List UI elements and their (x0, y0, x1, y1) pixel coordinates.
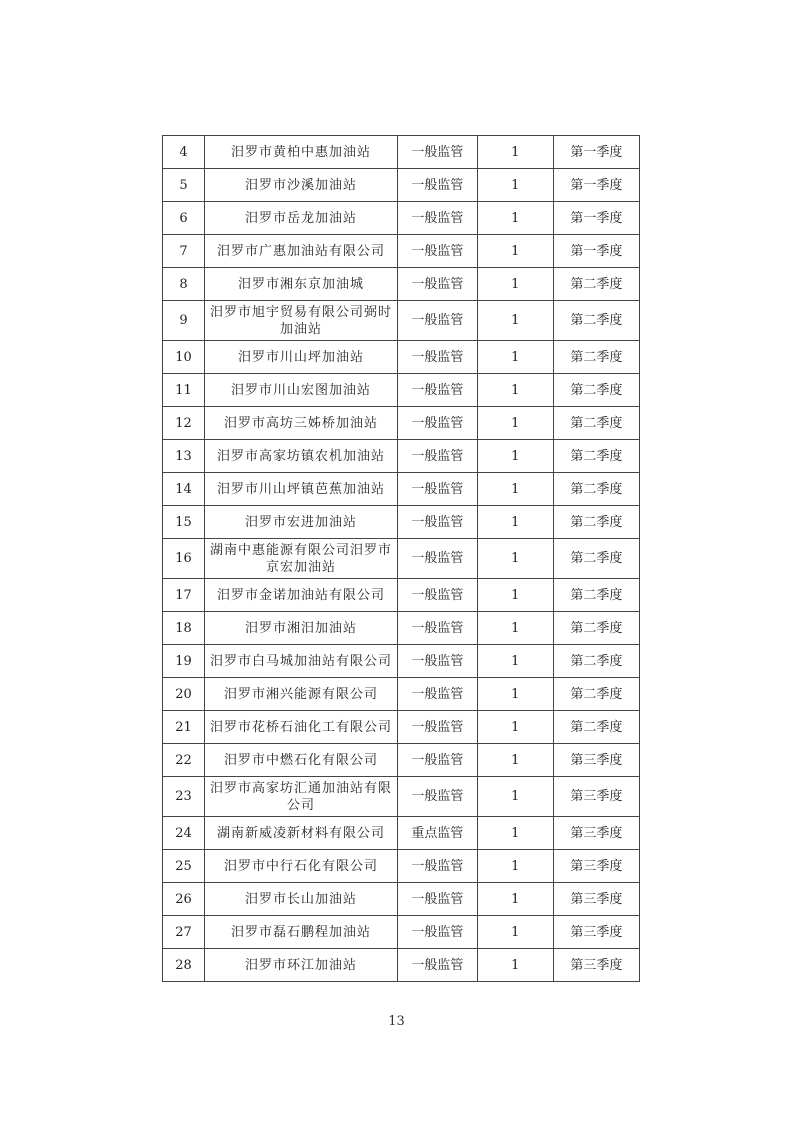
inspection-count-cell: 1 (477, 341, 553, 374)
inspection-count-cell: 1 (477, 136, 553, 169)
supervision-level-cell: 一般监管 (398, 473, 478, 506)
row-number-cell: 18 (163, 612, 205, 645)
supervision-level-cell: 一般监管 (398, 949, 478, 982)
quarter-cell: 第二季度 (553, 678, 639, 711)
table-row (163, 817, 640, 850)
station-name-cell: 汨罗市岳龙加油站 (204, 202, 397, 235)
quarter-cell: 第一季度 (553, 169, 639, 202)
table-row (163, 473, 640, 506)
supervision-level-cell: 一般监管 (398, 301, 478, 341)
inspection-count-cell: 1 (477, 883, 553, 916)
station-name-cell: 汨罗市湘兴能源有限公司 (204, 678, 397, 711)
supervision-level-cell: 一般监管 (398, 440, 478, 473)
supervision-level-cell: 一般监管 (398, 202, 478, 235)
table-row (163, 407, 640, 440)
quarter-cell: 第二季度 (553, 711, 639, 744)
quarter-cell: 第二季度 (553, 539, 639, 579)
table-row (163, 744, 640, 777)
station-name-cell: 汨罗市长山加油站 (204, 883, 397, 916)
supervision-level-cell: 一般监管 (398, 506, 478, 539)
table-row (163, 645, 640, 678)
station-name-cell: 汨罗市中燃石化有限公司 (204, 744, 397, 777)
quarter-cell: 第一季度 (553, 202, 639, 235)
inspection-count-cell: 1 (477, 744, 553, 777)
table-row (163, 949, 640, 982)
supervision-level-cell: 一般监管 (398, 268, 478, 301)
station-name-cell: 汨罗市花桥石油化工有限公司 (204, 711, 397, 744)
table-row (163, 440, 640, 473)
station-name-cell: 汨罗市湘汨加油站 (204, 612, 397, 645)
inspection-count-cell: 1 (477, 202, 553, 235)
supervision-level-cell: 一般监管 (398, 711, 478, 744)
supervision-level-cell: 重点监管 (398, 817, 478, 850)
row-number-cell: 15 (163, 506, 205, 539)
table-row (163, 301, 640, 341)
row-number-cell: 25 (163, 850, 205, 883)
inspection-count-cell: 1 (477, 301, 553, 341)
supervision-level-cell: 一般监管 (398, 374, 478, 407)
station-name-cell: 汨罗市川山宏图加油站 (204, 374, 397, 407)
inspection-count-cell: 1 (477, 169, 553, 202)
quarter-cell: 第三季度 (553, 850, 639, 883)
station-name-cell: 湖南新威凌新材料有限公司 (204, 817, 397, 850)
row-number-cell: 12 (163, 407, 205, 440)
station-name-cell: 汨罗市中行石化有限公司 (204, 850, 397, 883)
supervision-level-cell: 一般监管 (398, 235, 478, 268)
inspection-count-cell: 1 (477, 268, 553, 301)
supervision-level-cell: 一般监管 (398, 579, 478, 612)
table-row (163, 711, 640, 744)
quarter-cell: 第二季度 (553, 440, 639, 473)
station-name-cell: 汨罗市白马城加油站有限公司 (204, 645, 397, 678)
station-name-cell: 湖南中惠能源有限公司汨罗市京宏加油站 (204, 539, 397, 579)
inspection-count-cell: 1 (477, 645, 553, 678)
supervision-level-cell: 一般监管 (398, 883, 478, 916)
table-row (163, 539, 640, 579)
quarter-cell: 第二季度 (553, 645, 639, 678)
row-number-cell: 5 (163, 169, 205, 202)
station-name-cell: 汨罗市高家坊汇通加油站有限公司 (204, 777, 397, 817)
quarter-cell: 第二季度 (553, 473, 639, 506)
row-number-cell: 4 (163, 136, 205, 169)
inspection-count-cell: 1 (477, 612, 553, 645)
inspection-count-cell: 1 (477, 506, 553, 539)
supervision-level-cell: 一般监管 (398, 678, 478, 711)
station-name-cell: 汨罗市沙溪加油站 (204, 169, 397, 202)
quarter-cell: 第二季度 (553, 341, 639, 374)
row-number-cell: 13 (163, 440, 205, 473)
inspection-count-cell: 1 (477, 817, 553, 850)
inspection-count-cell: 1 (477, 916, 553, 949)
station-name-cell: 汨罗市川山坪加油站 (204, 341, 397, 374)
quarter-cell: 第三季度 (553, 949, 639, 982)
quarter-cell: 第三季度 (553, 883, 639, 916)
row-number-cell: 27 (163, 916, 205, 949)
table-row (163, 850, 640, 883)
inspection-count-cell: 1 (477, 949, 553, 982)
quarter-cell: 第一季度 (553, 136, 639, 169)
quarter-cell: 第二季度 (553, 301, 639, 341)
table-row (163, 678, 640, 711)
supervision-level-cell: 一般监管 (398, 169, 478, 202)
row-number-cell: 21 (163, 711, 205, 744)
row-number-cell: 24 (163, 817, 205, 850)
row-number-cell: 11 (163, 374, 205, 407)
supervision-level-cell: 一般监管 (398, 539, 478, 579)
table-row (163, 883, 640, 916)
station-name-cell: 汨罗市广惠加油站有限公司 (204, 235, 397, 268)
station-name-cell: 汨罗市宏进加油站 (204, 506, 397, 539)
station-name-cell: 汨罗市高坊三姊桥加油站 (204, 407, 397, 440)
table-row (163, 235, 640, 268)
row-number-cell: 9 (163, 301, 205, 341)
inspection-count-cell: 1 (477, 850, 553, 883)
inspection-count-cell: 1 (477, 777, 553, 817)
row-number-cell: 10 (163, 341, 205, 374)
inspection-count-cell: 1 (477, 440, 553, 473)
table-row (163, 777, 640, 817)
inspection-count-cell: 1 (477, 539, 553, 579)
quarter-cell: 第三季度 (553, 916, 639, 949)
quarter-cell: 第二季度 (553, 612, 639, 645)
station-name-cell: 汨罗市黄柏中惠加油站 (204, 136, 397, 169)
supervision-level-cell: 一般监管 (398, 612, 478, 645)
supervision-level-cell: 一般监管 (398, 850, 478, 883)
row-number-cell: 8 (163, 268, 205, 301)
inspection-count-cell: 1 (477, 678, 553, 711)
table-row (163, 169, 640, 202)
row-number-cell: 16 (163, 539, 205, 579)
station-name-cell: 汨罗市川山坪镇芭蕉加油站 (204, 473, 397, 506)
inspection-count-cell: 1 (477, 711, 553, 744)
table-row (163, 612, 640, 645)
inspection-count-cell: 1 (477, 407, 553, 440)
row-number-cell: 14 (163, 473, 205, 506)
station-name-cell: 汨罗市高家坊镇农机加油站 (204, 440, 397, 473)
quarter-cell: 第三季度 (553, 744, 639, 777)
supervision-level-cell: 一般监管 (398, 916, 478, 949)
quarter-cell: 第二季度 (553, 506, 639, 539)
table-row (163, 202, 640, 235)
quarter-cell: 第三季度 (553, 817, 639, 850)
inspection-count-cell: 1 (477, 473, 553, 506)
quarter-cell: 第二季度 (553, 374, 639, 407)
station-name-cell: 汨罗市旭宇贸易有限公司弼时加油站 (204, 301, 397, 341)
quarter-cell: 第二季度 (553, 579, 639, 612)
table-row (163, 268, 640, 301)
inspection-count-cell: 1 (477, 235, 553, 268)
supervision-level-cell: 一般监管 (398, 744, 478, 777)
row-number-cell: 19 (163, 645, 205, 678)
quarter-cell: 第一季度 (553, 235, 639, 268)
supervision-level-cell: 一般监管 (398, 341, 478, 374)
station-name-cell: 汨罗市环江加油站 (204, 949, 397, 982)
row-number-cell: 28 (163, 949, 205, 982)
station-name-cell: 汨罗市磊石鹏程加油站 (204, 916, 397, 949)
table-row (163, 136, 640, 169)
table-body (163, 136, 640, 982)
station-name-cell: 汨罗市湘东京加油城 (204, 268, 397, 301)
row-number-cell: 17 (163, 579, 205, 612)
supervision-level-cell: 一般监管 (398, 136, 478, 169)
quarter-cell: 第二季度 (553, 407, 639, 440)
row-number-cell: 6 (163, 202, 205, 235)
inspection-count-cell: 1 (477, 579, 553, 612)
row-number-cell: 23 (163, 777, 205, 817)
quarter-cell: 第三季度 (553, 777, 639, 817)
supervision-level-cell: 一般监管 (398, 407, 478, 440)
supervision-level-cell: 一般监管 (398, 777, 478, 817)
row-number-cell: 22 (163, 744, 205, 777)
row-number-cell: 20 (163, 678, 205, 711)
supervision-level-cell: 一般监管 (398, 645, 478, 678)
supervision-table (162, 135, 640, 982)
page-number: 13 (388, 1014, 405, 1029)
row-number-cell: 7 (163, 235, 205, 268)
table-row (163, 374, 640, 407)
table-row (163, 916, 640, 949)
table-row (163, 341, 640, 374)
quarter-cell: 第二季度 (553, 268, 639, 301)
station-name-cell: 汨罗市金诺加油站有限公司 (204, 579, 397, 612)
inspection-count-cell: 1 (477, 374, 553, 407)
table-row (163, 506, 640, 539)
row-number-cell: 26 (163, 883, 205, 916)
table-row (163, 579, 640, 612)
